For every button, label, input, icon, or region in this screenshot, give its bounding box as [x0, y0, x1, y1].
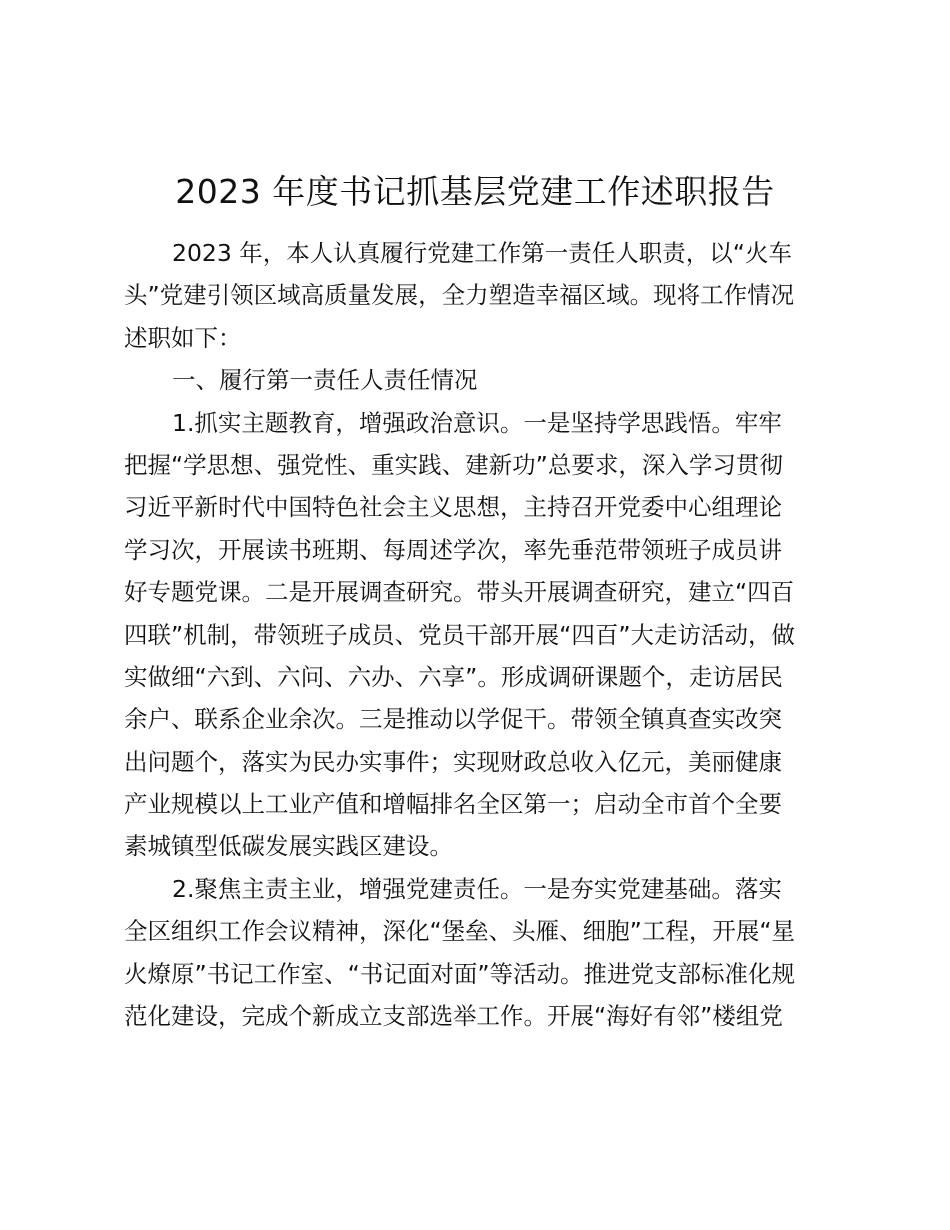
text-line: 习近平新时代中国特色社会主义思想，主持召开党委中心组理论	[124, 493, 782, 522]
text-line: 产业规模以上工业产值和增幅排名全区第一；启动全市首个全要	[124, 790, 782, 819]
text-line: 好专题党课。二是开展调查研究。带头开展调查研究，建立“四百	[124, 578, 795, 607]
text-line: 范化建设，完成个新成立支部选举工作。开展“海好有邻”楼组党	[124, 1002, 783, 1031]
document-title: 2023 年度书记抓基层党建工作述职报告	[175, 172, 775, 211]
document-body	[124, 232, 834, 1037]
text-line: 全区组织工作会议精神，深化“堡垒、头雁、细胞”工程，开展“星	[124, 917, 796, 946]
text-line: 学习次，开展读书班期、每周述学次，率先垂范带领班子成员讲	[124, 535, 782, 564]
text-line: 述职如下：	[124, 323, 242, 352]
text-line: 余户、联系企业余次。三是推动以学促干。带领全镇真查实改突	[124, 705, 782, 734]
text-line: 素城镇型低碳发展实践区建设。	[124, 832, 453, 861]
text-line: 2.聚焦主责主业，增强党建责任。一是夯实党建基础。落实	[172, 874, 782, 903]
text-line: 四联”机制，带领班子成员、党员干部开展“四百”大走访活动，做	[124, 620, 796, 649]
text-line: 出问题个，落实为民办实事件；实现财政总收入亿元，美丽健康	[124, 747, 782, 776]
text-line: 实做细“六到、六问、六办、六享”。形成调研课题个，走访居民	[124, 662, 783, 691]
text-line: 把握“学思想、强党性、重实践、建新功”总要求，深入学习贯彻	[124, 450, 783, 479]
text-line: 2023 年，本人认真履行党建工作第一责任人职责，以“火车	[172, 239, 792, 267]
text-line: 1.抓实主题教育，增强政治意识。一是坚持学思践悟。牢牢	[172, 408, 782, 437]
text-line: 火燎原”书记工作室、“书记面对面”等活动。推进党支部标准化规	[124, 959, 796, 988]
text-line: 头”党建引领区域高质量发展，全力塑造幸福区域。现将工作情况	[124, 281, 795, 310]
section-heading: 一、履行第一责任人责任情况	[172, 366, 478, 395]
